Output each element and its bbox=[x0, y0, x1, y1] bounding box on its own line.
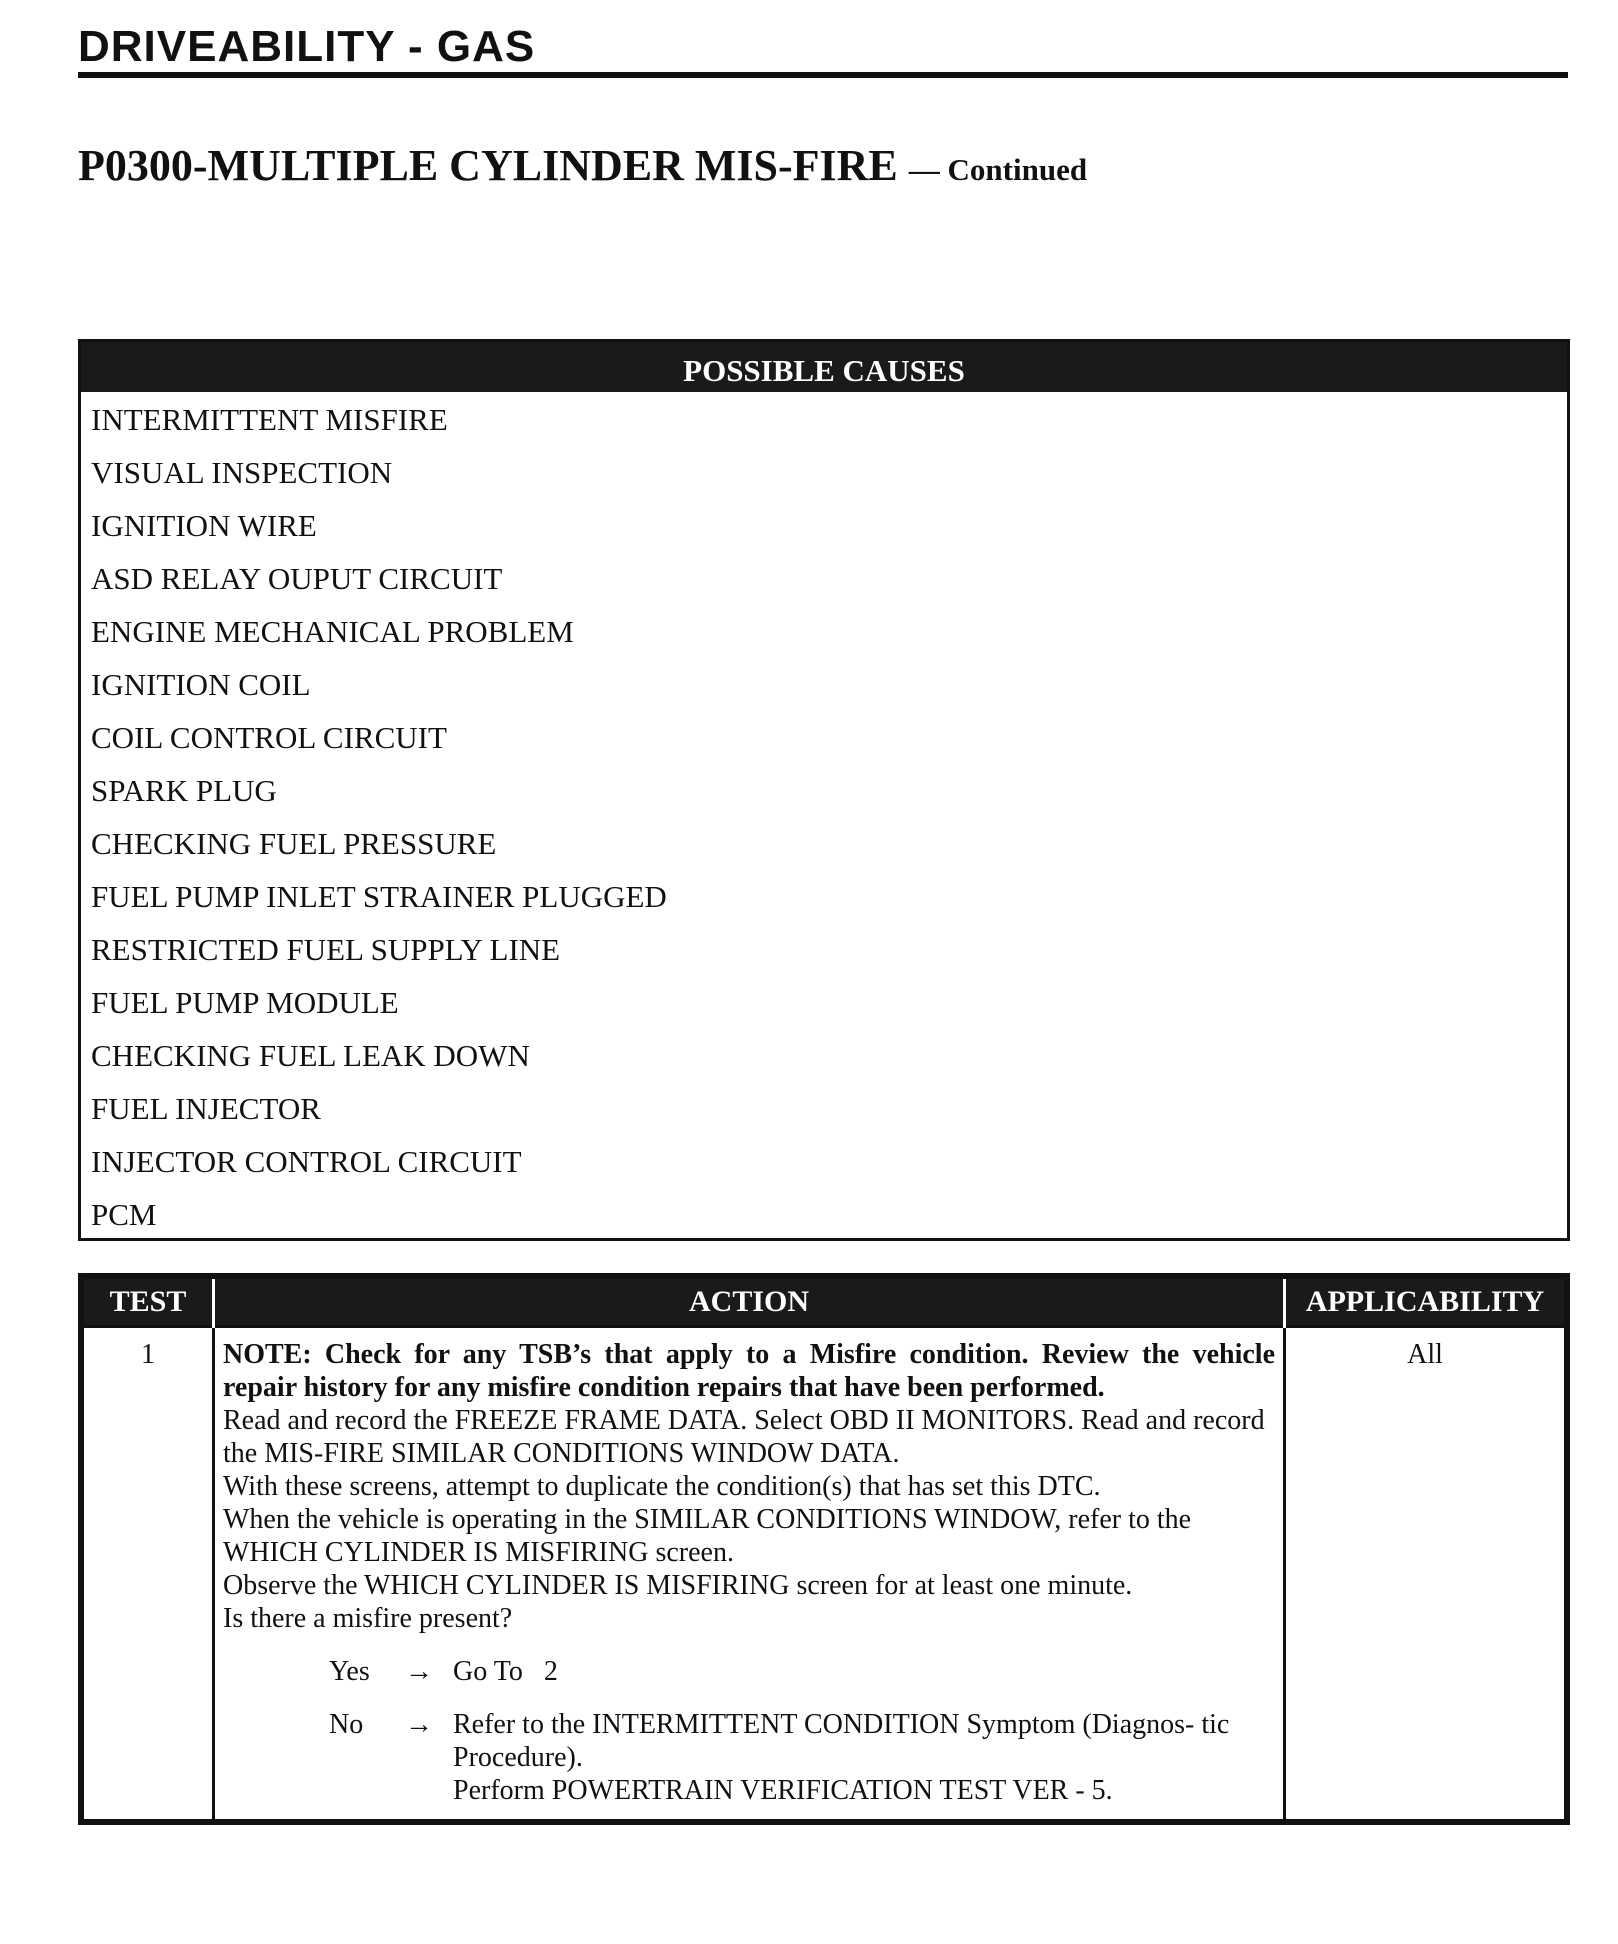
possible-causes-heading: POSSIBLE CAUSES bbox=[81, 342, 1567, 392]
test-table bbox=[78, 1273, 1570, 1825]
no-branch bbox=[223, 1708, 1275, 1807]
dtc-title: P0300-MULTIPLE CYLINDER MIS-FIRE bbox=[78, 141, 898, 190]
test-question: Is there a misfire present? bbox=[223, 1603, 513, 1634]
test-step: With these screens, attempt to duplicate the condition(s) that has set this DTC. bbox=[223, 1471, 1101, 1502]
cause-item: CHECKING FUEL LEAK DOWN bbox=[91, 1038, 530, 1073]
cause-item: VISUAL INSPECTION bbox=[91, 455, 393, 490]
cause-item: IGNITION COIL bbox=[91, 667, 311, 702]
cause-item: ASD RELAY OUPUT CIRCUIT bbox=[91, 561, 503, 596]
cause-item: ENGINE MECHANICAL PROBLEM bbox=[91, 614, 574, 649]
test-applicability: All bbox=[1285, 1327, 1568, 1823]
cause-item: FUEL PUMP MODULE bbox=[91, 985, 399, 1020]
test-step: Observe the WHICH CYLINDER IS MISFIRING screen for at least one minute. bbox=[223, 1570, 1133, 1601]
no-result-line: Perform POWERTRAIN VERIFICATION TEST VER - 5. bbox=[453, 1775, 1113, 1806]
test-action bbox=[214, 1327, 1285, 1823]
yes-branch bbox=[223, 1655, 1275, 1688]
test-table-header-row bbox=[81, 1276, 1567, 1327]
cause-item: FUEL INJECTOR bbox=[91, 1091, 321, 1126]
possible-causes-box bbox=[78, 339, 1570, 1241]
test-number: 1 bbox=[81, 1327, 214, 1823]
cause-item: INJECTOR CONTROL CIRCUIT bbox=[91, 1144, 522, 1179]
cause-item: SPARK PLUG bbox=[91, 773, 277, 808]
no-result-line: Refer to the INTERMITTENT CONDITION Symptom (Diagnos- tic Procedure). bbox=[453, 1709, 1230, 1773]
yes-result: Go To 2 bbox=[453, 1656, 558, 1687]
cause-item: IGNITION WIRE bbox=[91, 508, 317, 543]
cause-item: INTERMITTENT MISFIRE bbox=[91, 402, 448, 437]
no-label: No bbox=[329, 1709, 364, 1740]
test-step: When the vehicle is operating in the SIMILAR CONDITIONS WINDOW, refer to the WHICH CYLINDER IS MISFIRING screen. bbox=[223, 1504, 1192, 1568]
test-note: NOTE: Check for any TSB’s that apply to a Misfire condition. Review the vehicle repair history for any misfire condition repairs that have been performed. bbox=[223, 1339, 1275, 1403]
section-title: DRIVEABILITY - GAS bbox=[78, 22, 536, 71]
test-step: Read and record the FREEZE FRAME DATA. Select OBD II MONITORS. Read and record the MIS-FIRE SIMILAR CONDITIONS WINDOW DATA. bbox=[223, 1405, 1265, 1469]
action-column-header: ACTION bbox=[214, 1276, 1285, 1327]
page-header bbox=[78, 22, 1568, 78]
page-title bbox=[78, 140, 1087, 196]
yes-label: Yes bbox=[329, 1656, 370, 1687]
test-column-header: TEST bbox=[81, 1276, 214, 1327]
cause-item: RESTRICTED FUEL SUPPLY LINE bbox=[91, 932, 561, 967]
right-arrow-icon: → bbox=[405, 1709, 433, 1740]
continued-label: — Continued bbox=[908, 152, 1088, 187]
cause-item: PCM bbox=[91, 1197, 157, 1232]
applicability-column-header: APPLICABILITY bbox=[1285, 1276, 1568, 1327]
cause-item: CHECKING FUEL PRESSURE bbox=[91, 826, 497, 861]
cause-item: COIL CONTROL CIRCUIT bbox=[91, 720, 447, 755]
possible-causes-list bbox=[81, 392, 1567, 1240]
right-arrow-icon: → bbox=[405, 1656, 433, 1687]
test-row bbox=[81, 1327, 1567, 1823]
cause-item: FUEL PUMP INLET STRAINER PLUGGED bbox=[91, 879, 667, 914]
no-result bbox=[453, 1708, 1275, 1807]
